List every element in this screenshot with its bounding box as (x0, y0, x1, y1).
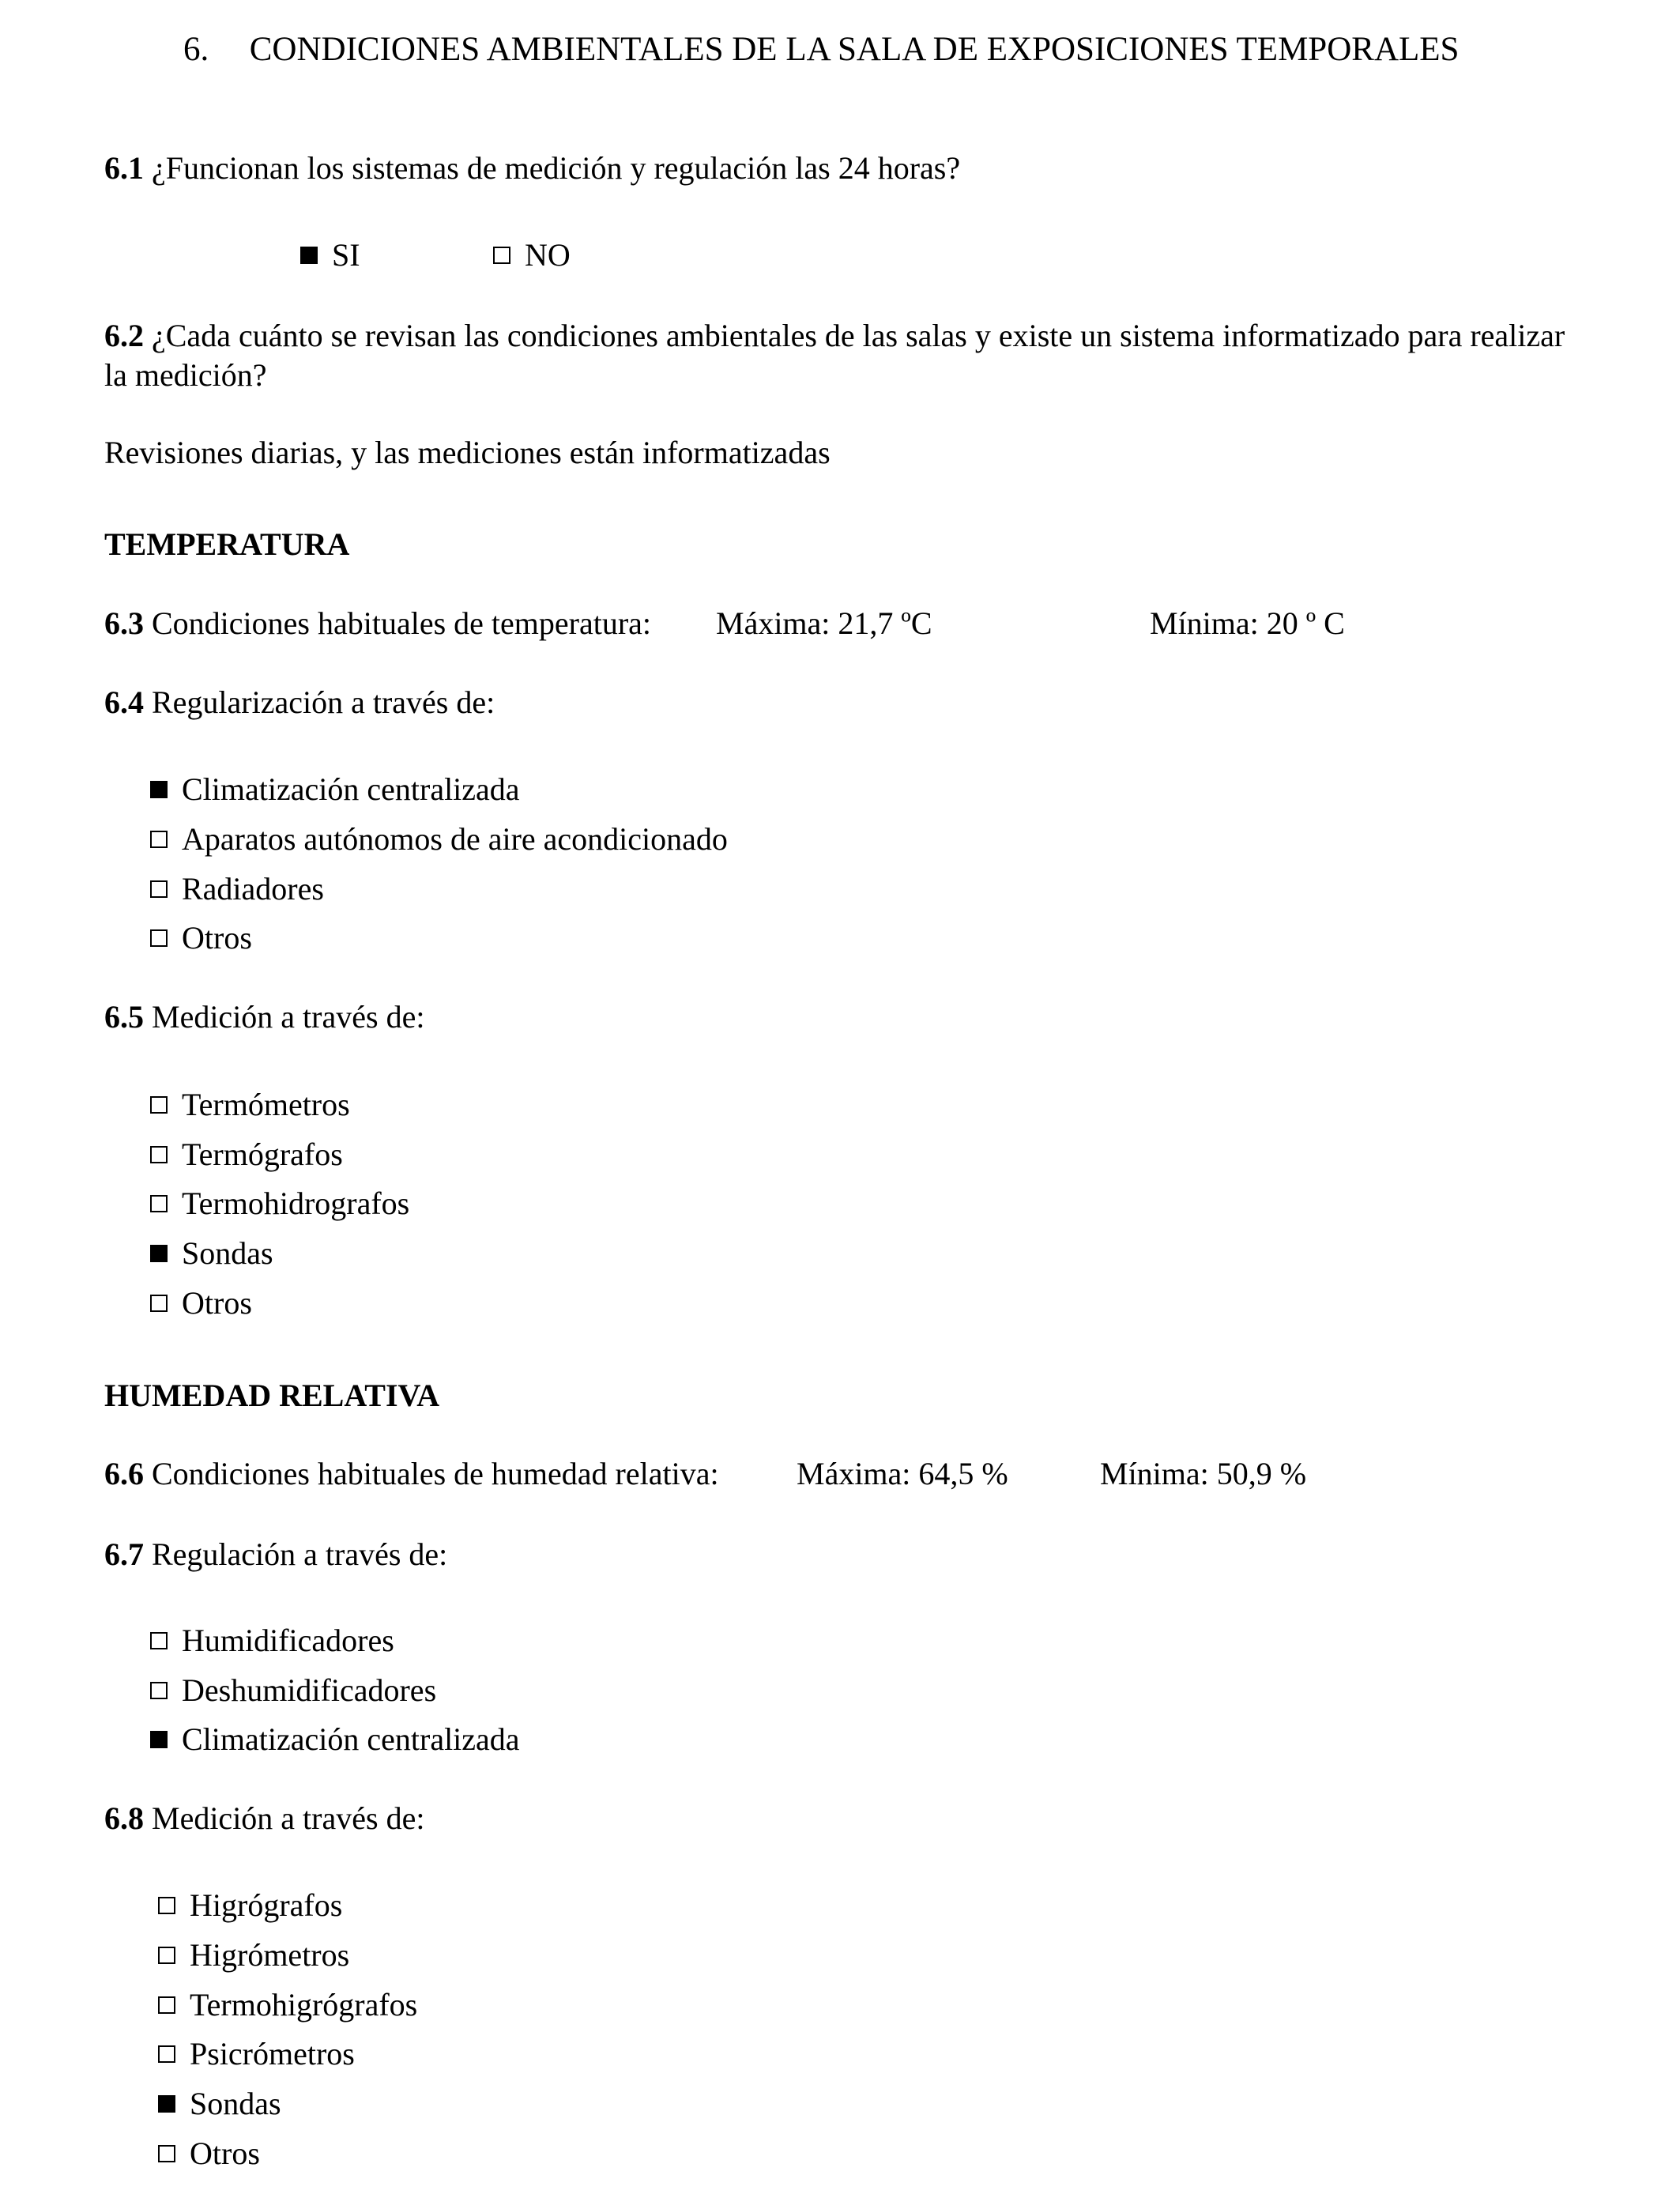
checkbox-empty-icon[interactable] (150, 1632, 168, 1649)
option-label: Higrómetros (190, 1937, 350, 1973)
option-otros[interactable] (150, 918, 252, 958)
option-label: Climatización centralizada (182, 1721, 520, 1757)
question-text: Condiciones habituales de temperatura: (152, 605, 652, 641)
checkbox-empty-icon[interactable] (158, 1947, 175, 1964)
question-text: Medición a través de: (152, 999, 425, 1035)
option-label: NO (525, 237, 571, 273)
checkbox-empty-icon[interactable] (158, 2145, 175, 2162)
checkbox-empty-icon[interactable] (150, 1682, 168, 1699)
question-6-3 (104, 604, 651, 643)
checkbox-checked-icon[interactable] (150, 1245, 168, 1262)
heading-humedad-relativa: HUMEDAD RELATIVA (104, 1378, 440, 1413)
option-label: Sondas (190, 2086, 281, 2121)
option-sondas[interactable] (150, 1234, 273, 1273)
question-text: Condiciones habituales de humedad relativa: (152, 1456, 719, 1491)
option-label: SI (332, 237, 360, 273)
option-si[interactable] (300, 236, 360, 275)
checkbox-checked-icon[interactable] (300, 247, 318, 264)
option-label: Termógrafos (182, 1137, 343, 1172)
checkbox-empty-icon[interactable] (158, 1897, 175, 1914)
option-humidificadores[interactable] (150, 1621, 394, 1661)
question-6-1 (104, 149, 960, 188)
option-label: Higrógrafos (190, 1887, 343, 1923)
question-text: Medición a través de: (152, 1800, 425, 1836)
option-label: Otros (182, 1285, 252, 1321)
option-aparatos-autonomos[interactable] (150, 820, 728, 859)
question-text: Regularización a través de: (152, 684, 495, 720)
option-sondas[interactable] (158, 2084, 281, 2124)
option-termohidrografos[interactable] (150, 1184, 409, 1223)
checkbox-empty-icon[interactable] (150, 1295, 168, 1312)
option-label: Termohigrógrafos (190, 1987, 418, 2022)
checkbox-empty-icon[interactable] (150, 880, 168, 898)
question-6-6 (104, 1454, 719, 1494)
question-number: 6.4 (104, 684, 144, 720)
option-climatizacion-centralizada[interactable] (150, 770, 520, 809)
question-number: 6.1 (104, 150, 144, 186)
option-label: Otros (190, 2136, 260, 2171)
option-label: Deshumidificadores (182, 1672, 437, 1708)
checkbox-empty-icon[interactable] (158, 1996, 175, 2014)
question-number: 6.3 (104, 605, 144, 641)
option-higrometros[interactable] (158, 1936, 349, 1975)
checkbox-empty-icon[interactable] (150, 1096, 168, 1114)
option-termografos[interactable] (150, 1135, 343, 1174)
checkbox-empty-icon[interactable] (150, 831, 168, 848)
answer-6-2: Revisiones diarias, y las mediciones están informatizadas (104, 435, 831, 470)
question-number: 6.8 (104, 1800, 144, 1836)
question-6-5 (104, 997, 424, 1037)
option-label: Humidificadores (182, 1623, 394, 1658)
option-psicrometros[interactable] (158, 2034, 355, 2074)
option-otros[interactable] (158, 2134, 260, 2173)
question-number: 6.6 (104, 1456, 144, 1491)
option-termometros[interactable] (150, 1085, 350, 1125)
option-otros[interactable] (150, 1284, 252, 1323)
option-label: Psicrómetros (190, 2036, 355, 2071)
question-6-7 (104, 1535, 447, 1574)
option-radiadores[interactable] (150, 869, 324, 909)
checkbox-checked-icon[interactable] (150, 1731, 168, 1748)
question-number: 6.5 (104, 999, 144, 1035)
option-deshumidificadores[interactable] (150, 1671, 436, 1710)
checkbox-empty-icon[interactable] (158, 2045, 175, 2063)
question-text: ¿Funcionan los sistemas de medición y regulación las 24 horas? (152, 150, 961, 186)
temperature-min: Mínima: 20 º C (1150, 605, 1345, 641)
option-climatizacion-centralizada[interactable] (150, 1720, 520, 1759)
option-label: Radiadores (182, 871, 324, 907)
question-text: Regulación a través de: (152, 1536, 448, 1572)
humidity-max: Máxima: 64,5 % (797, 1456, 1008, 1491)
option-label: Aparatos autónomos de aire acondicionado (182, 821, 728, 857)
option-label: Sondas (182, 1235, 273, 1271)
question-text: ¿Cada cuánto se revisan las condiciones ambientales de las salas y existe un sistema informatizado para realizar la medición? (104, 318, 1565, 393)
option-termohigrografos[interactable] (158, 1985, 417, 2025)
option-label: Termómetros (182, 1087, 350, 1122)
checkbox-empty-icon[interactable] (150, 929, 168, 947)
question-number: 6.7 (104, 1536, 144, 1572)
question-number: 6.2 (104, 318, 144, 353)
checkbox-empty-icon[interactable] (150, 1195, 168, 1212)
section-title-text: CONDICIONES AMBIENTALES DE LA SALA DE EXPOSICIONES TEMPORALES (249, 31, 1460, 68)
section-title (183, 28, 1459, 71)
option-label: Termohidrografos (182, 1186, 410, 1221)
temperature-max: Máxima: 21,7 ºC (716, 605, 932, 641)
option-label: Otros (182, 920, 252, 956)
question-6-2 (104, 316, 1574, 395)
option-higrografos[interactable] (158, 1886, 342, 1925)
section-number: 6. (183, 31, 209, 68)
humidity-min: Mínima: 50,9 % (1100, 1456, 1307, 1491)
question-6-8 (104, 1799, 424, 1838)
checkbox-checked-icon[interactable] (158, 2095, 175, 2113)
heading-temperatura: TEMPERATURA (104, 526, 350, 562)
checkbox-checked-icon[interactable] (150, 781, 168, 798)
option-no[interactable] (493, 236, 571, 275)
checkbox-empty-icon[interactable] (493, 247, 510, 264)
checkbox-empty-icon[interactable] (150, 1146, 168, 1163)
option-label: Climatización centralizada (182, 771, 520, 807)
question-6-4 (104, 683, 495, 722)
